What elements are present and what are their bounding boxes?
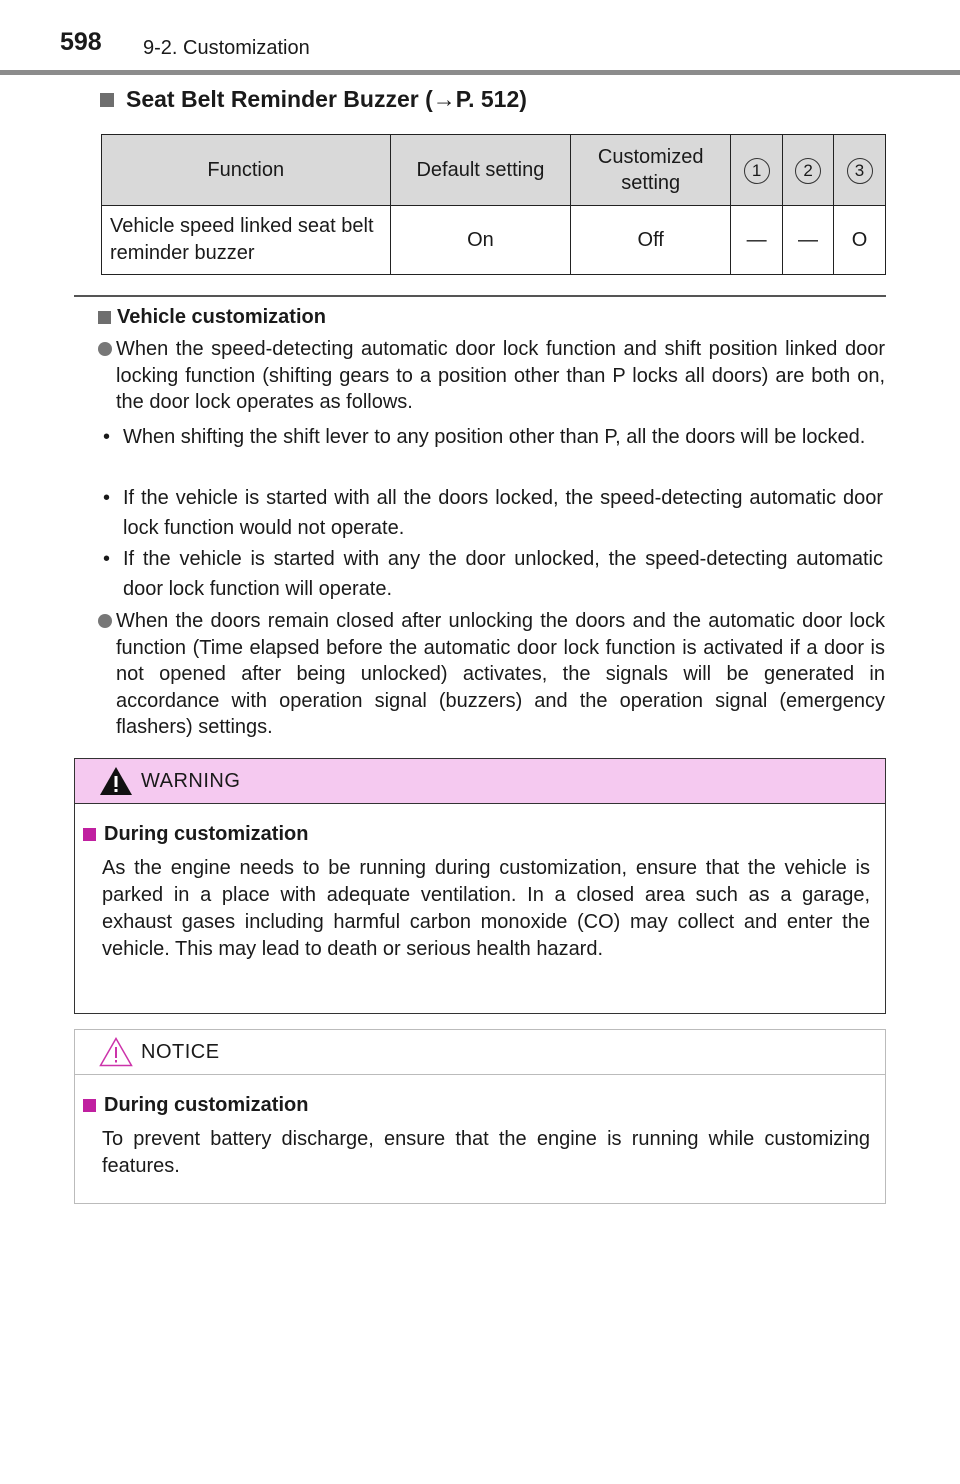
table-cell-function: Vehicle speed linked seat belt reminder buzzer bbox=[102, 206, 391, 275]
circled-number-icon: 2 bbox=[795, 158, 821, 184]
notice-label: NOTICE bbox=[141, 1041, 220, 1063]
table-header-row bbox=[102, 135, 886, 206]
notice-subheading bbox=[83, 1094, 308, 1117]
list-item: • If the vehicle is started with any the door unlocked, the speed-detecting automatic door lock function will operate. bbox=[103, 544, 883, 604]
header-divider bbox=[0, 70, 960, 75]
list-item: • When shifting the shift lever to any position other than P, all the doors will be locked. bbox=[103, 422, 883, 452]
square-bullet-icon bbox=[83, 1099, 96, 1112]
notice-box bbox=[74, 1029, 886, 1204]
column-header-2 bbox=[783, 135, 834, 206]
column-header-1 bbox=[731, 135, 783, 206]
section-heading bbox=[100, 86, 527, 113]
table-cell-1: — bbox=[731, 206, 783, 275]
page-number: 598 bbox=[60, 28, 102, 56]
notice-text: To prevent battery discharge, ensure that the engine is running while customizing features. bbox=[102, 1128, 870, 1177]
bullet-paragraph: When the speed-detecting automatic door lock function and shift position linked door locking function (shifting gears to a position other than P locks all doors) are both on, the door lock operates as follows. bbox=[116, 338, 885, 413]
table-cell-customized: Off bbox=[571, 206, 731, 275]
customization-table bbox=[101, 134, 886, 275]
caution-triangle-icon bbox=[99, 1037, 133, 1067]
column-header-customized: Customized setting bbox=[571, 135, 731, 206]
vehicle-customization-title: Vehicle customization bbox=[117, 306, 326, 328]
section-divider bbox=[74, 295, 886, 297]
column-header-function: Function bbox=[102, 135, 391, 206]
column-header-3 bbox=[834, 135, 886, 206]
warning-label: WARNING bbox=[141, 770, 241, 792]
section-heading-text: Seat Belt Reminder Buzzer (→P. 512) bbox=[126, 86, 527, 112]
page-header bbox=[0, 0, 960, 80]
warning-box bbox=[74, 758, 886, 1014]
bullet-paragraph: When the doors remain closed after unlocking the doors and the automatic door lock function (Time elapsed before the automatic door lock function is activated if a door is not opened after being unlocked) activates, the signals will be generated in accordance with operation signal (buzzers) and the operation signal (emergency flashers) settings. bbox=[116, 610, 885, 738]
list-item: • If the vehicle is started with all the doors locked, the speed-detecting automatic door lock function would not operate. bbox=[103, 483, 883, 543]
square-bullet-icon bbox=[100, 93, 114, 107]
square-bullet-icon bbox=[83, 828, 96, 841]
bullet-icon bbox=[98, 342, 112, 356]
vehicle-customization-heading bbox=[98, 306, 326, 329]
circled-number-icon: 1 bbox=[744, 158, 770, 184]
warning-text: As the engine needs to be running during customization, ensure that the vehicle is parked in a place with adequate ventilation. In a closed area such as a garage, exhaust gases including harmful carbon monoxide (CO) may collect and enter the vehicle. This may lead to death or serious health hazard. bbox=[102, 857, 870, 960]
warning-header bbox=[75, 759, 885, 804]
bullet-icon bbox=[98, 614, 112, 628]
table-cell-2: — bbox=[783, 206, 834, 275]
warning-title: During customization bbox=[104, 823, 309, 845]
list-item-text: If the vehicle is started with all the doors locked, the speed-detecting automatic door lock function would not operate. bbox=[123, 487, 883, 539]
table-cell-default: On bbox=[390, 206, 571, 275]
list-item-text: If the vehicle is started with any the door unlocked, the speed-detecting automatic door lock function will operate. bbox=[123, 548, 883, 600]
notice-title: During customization bbox=[104, 1094, 309, 1116]
warning-triangle-icon bbox=[99, 766, 133, 796]
table-cell-3: O bbox=[834, 206, 886, 275]
column-header-default: Default setting bbox=[390, 135, 571, 206]
circled-number-icon: 3 bbox=[847, 158, 873, 184]
table-row bbox=[102, 206, 886, 275]
warning-subheading bbox=[83, 823, 308, 846]
section-title: 9-2. Customization bbox=[143, 37, 310, 59]
list-item-text: When shifting the shift lever to any position other than P, all the doors will be locked. bbox=[123, 426, 866, 448]
square-bullet-icon bbox=[98, 311, 111, 324]
notice-header bbox=[75, 1030, 885, 1075]
